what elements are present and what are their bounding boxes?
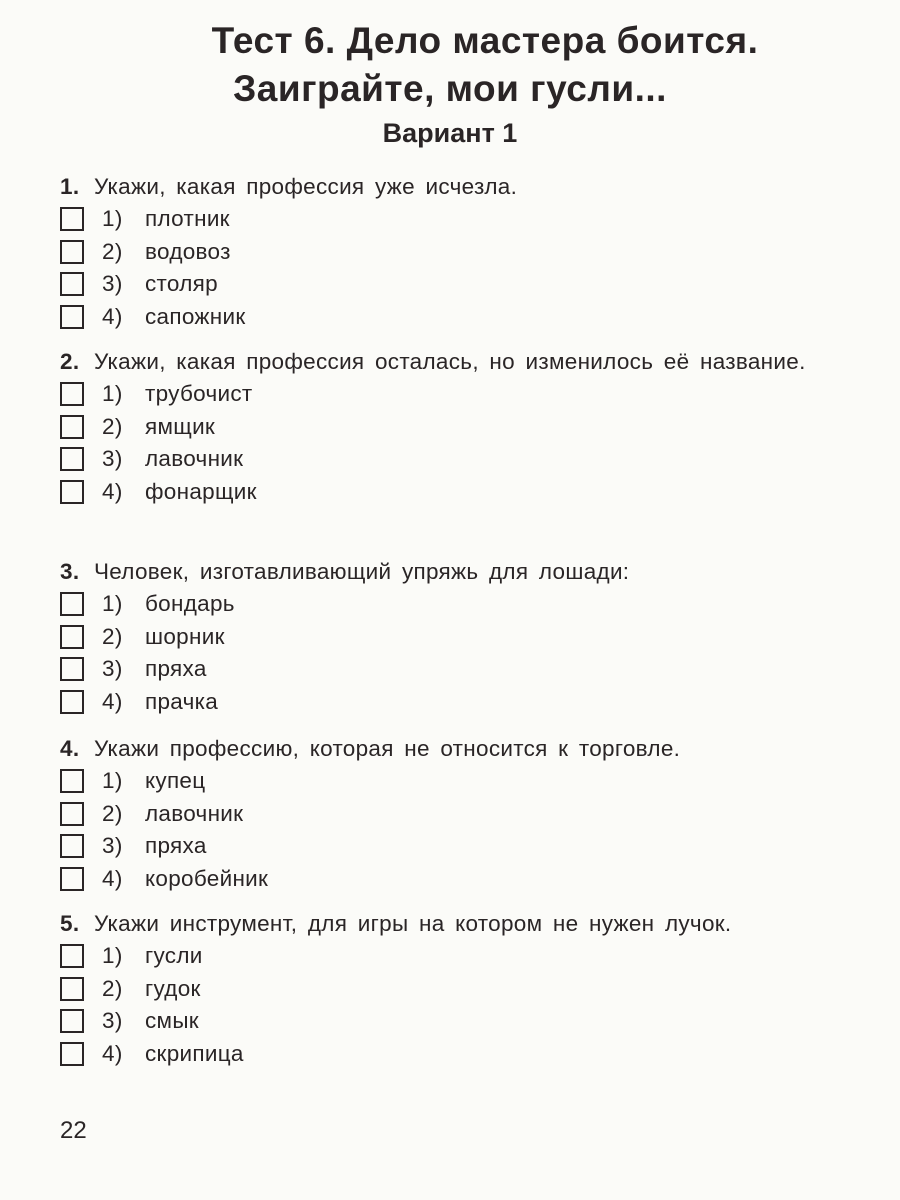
answer-option[interactable] xyxy=(60,203,845,236)
question-number: 2. xyxy=(60,349,80,374)
question-1 xyxy=(60,171,845,333)
answer-option[interactable] xyxy=(60,621,845,654)
option-number: 4) xyxy=(102,303,123,329)
option-number: 2) xyxy=(102,800,123,826)
option-label: ямщик xyxy=(145,413,216,439)
option-label: скрипица xyxy=(145,1040,244,1066)
option-label: столяр xyxy=(145,271,218,297)
answer-option[interactable] xyxy=(60,411,845,444)
option-number: 3) xyxy=(102,271,123,297)
option-number: 4) xyxy=(102,478,123,504)
answer-checkbox[interactable] xyxy=(60,272,84,296)
option-number: 1) xyxy=(102,943,123,969)
option-number: 2) xyxy=(102,413,123,439)
option-label: гудок xyxy=(145,975,201,1001)
option-number: 4) xyxy=(102,1040,123,1066)
option-number: 2) xyxy=(102,975,123,1001)
answer-checkbox[interactable] xyxy=(60,625,84,649)
answer-checkbox[interactable] xyxy=(60,1042,84,1066)
option-number: 2) xyxy=(102,623,123,649)
option-label: прачка xyxy=(145,688,219,714)
option-label: водовоз xyxy=(145,238,231,264)
answer-option[interactable] xyxy=(60,765,845,798)
answer-checkbox[interactable] xyxy=(60,447,84,471)
answer-checkbox[interactable] xyxy=(60,592,84,616)
answer-option[interactable] xyxy=(60,973,845,1006)
option-label: бондарь xyxy=(145,591,235,617)
question-2 xyxy=(60,346,845,508)
answer-checkbox[interactable] xyxy=(60,690,84,714)
question-prompt: Укажи, какая профессия уже исчезла. xyxy=(93,174,518,199)
question-3 xyxy=(60,556,845,718)
question-prompt: Укажи, какая профессия осталась, но изменилось её название. xyxy=(93,349,806,374)
question-number: 3. xyxy=(60,559,80,584)
answer-checkbox[interactable] xyxy=(60,305,84,329)
answer-checkbox[interactable] xyxy=(60,944,84,968)
answer-checkbox[interactable] xyxy=(60,802,84,826)
answer-checkbox[interactable] xyxy=(60,834,84,858)
option-number: 3) xyxy=(102,1008,123,1034)
option-number: 3) xyxy=(102,446,123,472)
option-label: трубочист xyxy=(145,381,253,407)
option-number: 4) xyxy=(102,865,123,891)
option-number: 2) xyxy=(102,238,123,264)
test-title-line1: Тест 6. Дело мастера боится. xyxy=(211,20,759,61)
question-5 xyxy=(60,908,845,1070)
answer-option[interactable] xyxy=(60,1005,845,1038)
question-prompt: Человек, изготавливающий упряжь для лошади: xyxy=(93,559,630,584)
answer-checkbox[interactable] xyxy=(60,977,84,1001)
question-4 xyxy=(60,733,845,895)
question-text xyxy=(60,346,845,378)
option-number: 4) xyxy=(102,688,123,714)
answer-checkbox[interactable] xyxy=(60,415,84,439)
option-label: пряха xyxy=(145,656,207,682)
answer-option[interactable] xyxy=(60,236,845,269)
answer-checkbox[interactable] xyxy=(60,1009,84,1033)
answer-option[interactable] xyxy=(60,863,845,896)
option-label: фонарщик xyxy=(145,478,257,504)
option-label: лавочник xyxy=(145,800,244,826)
answer-option[interactable] xyxy=(60,940,845,973)
question-prompt: Укажи инструмент, для игры на котором не нужен лучок. xyxy=(93,911,732,936)
answer-option[interactable] xyxy=(60,798,845,831)
answer-checkbox[interactable] xyxy=(60,480,84,504)
question-number: 4. xyxy=(60,736,80,761)
option-label: плотник xyxy=(145,206,230,232)
answer-option[interactable] xyxy=(60,443,845,476)
answer-checkbox[interactable] xyxy=(60,207,84,231)
answer-option[interactable] xyxy=(60,588,845,621)
answer-option[interactable] xyxy=(60,1038,845,1071)
answer-checkbox[interactable] xyxy=(60,382,84,406)
question-text xyxy=(60,556,845,588)
option-number: 1) xyxy=(102,381,123,407)
option-label: шорник xyxy=(145,623,225,649)
option-label: гусли xyxy=(145,943,203,969)
question-number: 1. xyxy=(60,174,80,199)
option-number: 1) xyxy=(102,591,123,617)
answer-option[interactable] xyxy=(60,686,845,719)
option-label: купец xyxy=(145,768,206,794)
question-number: 5. xyxy=(60,911,80,936)
option-number: 1) xyxy=(102,768,123,794)
question-text xyxy=(60,171,845,203)
question-text xyxy=(60,908,845,940)
answer-checkbox[interactable] xyxy=(60,657,84,681)
variant-heading: Вариант 1 xyxy=(382,118,518,148)
answer-option[interactable] xyxy=(60,653,845,686)
option-number: 1) xyxy=(102,206,123,232)
option-label: коробейник xyxy=(145,865,269,891)
answer-checkbox[interactable] xyxy=(60,769,84,793)
test-title-line2: Заиграйте, мои гусли... xyxy=(233,68,667,109)
answer-option[interactable] xyxy=(60,830,845,863)
answer-option[interactable] xyxy=(60,301,845,334)
question-text xyxy=(60,733,845,765)
option-label: смык xyxy=(145,1008,199,1034)
answer-option[interactable] xyxy=(60,268,845,301)
answer-checkbox[interactable] xyxy=(60,867,84,891)
option-label: сапожник xyxy=(145,303,246,329)
question-prompt: Укажи профессию, которая не относится к торговле. xyxy=(93,736,681,761)
option-label: лавочник xyxy=(145,446,244,472)
answer-option[interactable] xyxy=(60,378,845,411)
option-number: 3) xyxy=(102,833,123,859)
option-label: пряха xyxy=(145,833,207,859)
answer-option[interactable] xyxy=(60,476,845,509)
option-number: 3) xyxy=(102,656,123,682)
answer-checkbox[interactable] xyxy=(60,240,84,264)
page-number: 22 xyxy=(60,1117,87,1144)
